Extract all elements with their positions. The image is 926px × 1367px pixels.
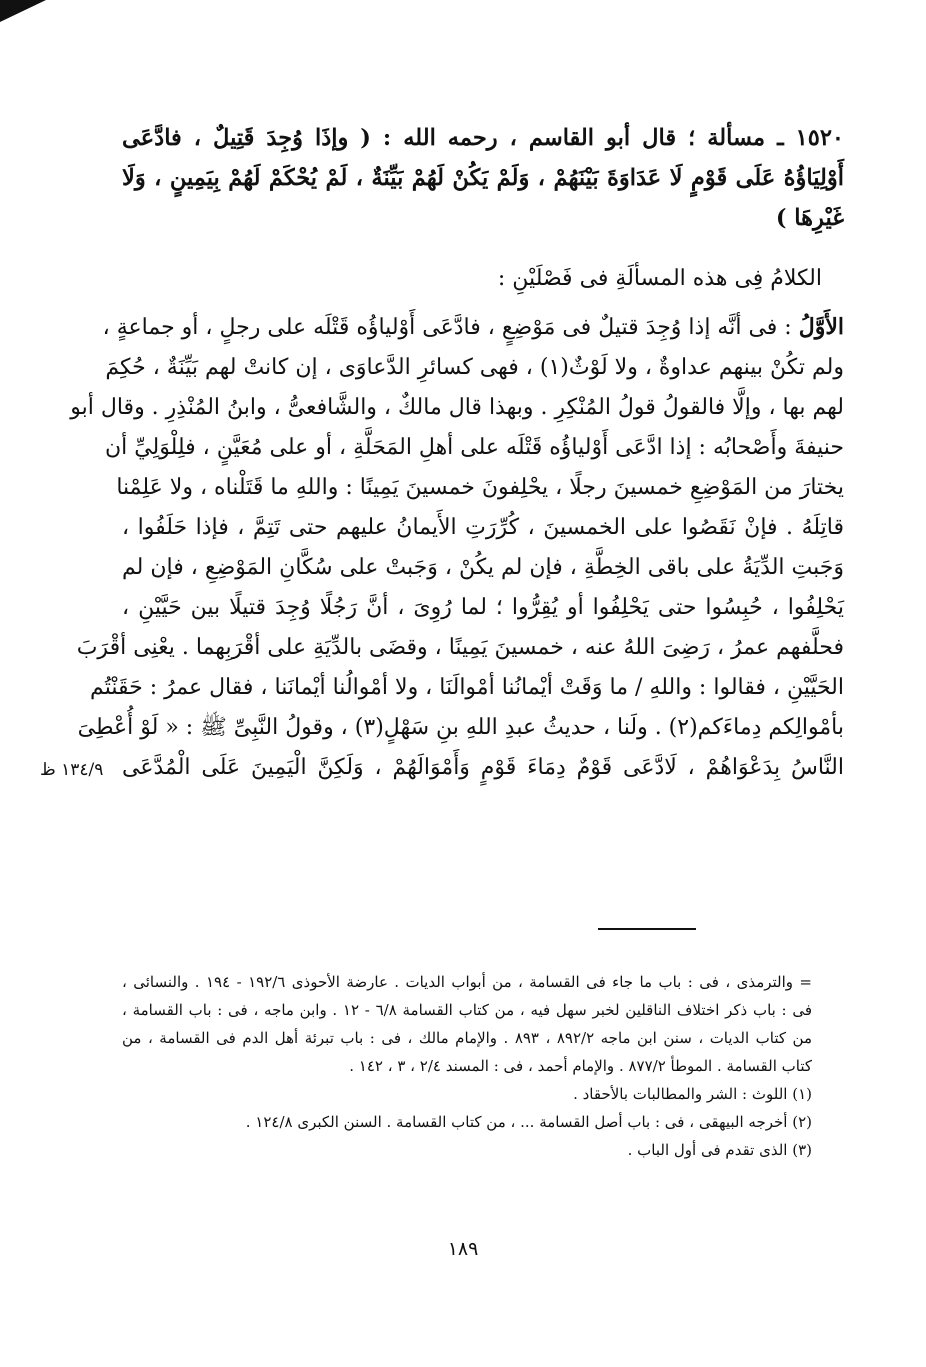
manuscript-folio-note: ١٣٤/٩ ظ: [40, 760, 104, 780]
intro-paragraph: [122, 259, 844, 299]
heading-line: ١٥٢٠ ـ مسألة ؛ قال أبو القاسم ، رحمه الله : ( وإذَا وُجِدَ قَتِيلٌ ، فادَّعَى: [122, 125, 844, 151]
corner-mark: [0, 0, 46, 22]
footnote-line: = والترمذى ، فى : باب ما جاء فى القسامة ، من أبواب الديات . عارضة الأحوذى ١٩٢/٦ - ١٩٤ . والنسائى ،: [122, 973, 812, 991]
footnote-line: من كتاب الديات ، سنن ابن ماجه ٨٩٢/٢ ، ٨٩٣ . والإمام مالك ، فى : باب تبرئة أهل الدم فى القسامة ، من: [122, 1029, 812, 1047]
footnotes: [122, 968, 812, 1164]
mas-ala-heading: [122, 118, 844, 238]
section-line: [102, 307, 844, 348]
section-line: النَّاسُ بِدَعْوَاهُمْ ، لَادَّعَى قَوْمٌ دِمَاءَ قَوْمٍ وَأَمْوَالَهُمْ ، وَلَكِنَّ الْيَمِينَ عَلَى الْمُدَّعَى: [122, 755, 844, 780]
section-lead: الأَوَّلُ: [798, 314, 844, 340]
page-number: ١٨٩: [447, 1238, 479, 1260]
footnote-line: كتاب القسامة . الموطأ ٨٧٧/٢ . والإمام أحمد ، فى : المسند ٢/٤ ، ٣ ، ١٤٢ .: [349, 1057, 812, 1075]
section-line: يختارَ من المَوْضِعِ خمسينَ رجلًا ، يحْلِفونَ خمسينَ يَمِينًا : واللهِ ما قَتَلْناه ، ولا عَلِمْنا: [116, 475, 844, 500]
section-line: لهم بها ، وإلَّا فالقولُ قولُ المُنْكِرِ . وبهذا قال مالكٌ ، والشَّافعىُّ ، وابنُ المُنْذِرِ . وقال أبو: [70, 395, 844, 420]
section-line: فحلَّفهم عمرُ ، رَضِىَ اللهُ عنه ، خمسينَ يَمِينًا ، وقضَى بالدِّيَةِ على أقْرَبِهما . يعْنِى أقْرَبَ: [76, 635, 844, 660]
footnote-line: فى : باب ذكر اختلاف الناقلين لخبر سهل فيه ، من كتاب القسامة ٦/٨ - ١٢ . وابن ماجه ، فى : باب القسامة ،: [122, 1001, 813, 1019]
section-line-text: : فى أنَّه إذا وُجِدَ قتيلٌ فى مَوْضِعٍ ، فادَّعَى أَوْلياؤُه قَتْلَه على رجلٍ ، أو جماعةٍ ،: [102, 315, 792, 340]
section-line: قاتِلَهُ . فإنْ نَقَصُوا على الخمسينَ ، كُرِّرَتِ الأَيمانُ عليهم حتى تَتِمَّ ، فإذا حَلَفُوا ،: [122, 515, 844, 540]
section-line: بأمْوالِكم دِماءَكم(٢) . ولَنا ، حديثُ عبدِ اللهِ بنِ سَهْلٍ(٣) ، وقولُ النَّبِىِّ ﷺ : « لَوْ أُعْطِىَ: [77, 715, 844, 740]
section-line: وَجَبتِ الدِّيَةُ على باقى الخِطَّةِ ، فإن لم يكُنْ ، وَجَبتْ على سُكَّانِ المَوْضِعِ ، فإن لم: [122, 555, 844, 580]
section-line: يَحْلِفُوا ، حُبِسُوا حتى يَحْلِفُوا أو يُقِرُّوا ؛ لما رُوِىَ ، أنَّ رَجُلًا وُجِدَ قتيلًا بين حَيَّيْنِ ،: [122, 595, 844, 620]
section-line: الحَيَّيْنِ ، فقالوا : واللهِ / ما وَقَتْ أيْمانُنا أمْوالَنَا ، ولا أمْوالُنا أيْمانَنا ، فقال عمرُ : حَقَنْتُم: [90, 675, 844, 700]
section-line: ولم تكُنْ بينهم عداوةٌ ، ولا لَوْثٌ(١) ، فهى كسائرِ الدَّعاوَى ، إن كانتْ لهم بَيِّنَةٌ ، حُكِمَ: [105, 355, 844, 380]
heading-line: أَوْلِيَاؤُهُ عَلَى قَوْمٍ لَا عَدَاوَةَ بَيْنَهُمْ ، وَلَمْ يَكُنْ لَهُمْ بَيِّنَةٌ ، لَمْ يُحْكَمْ لَهُمْ بِيَمِينٍ ، وَلَا: [122, 165, 844, 191]
footnote-separator: [598, 928, 696, 930]
intro-line: الكلامُ فِى هذه المسألَةِ فى فَصْلَيْنِ :: [497, 266, 822, 291]
footnote-1: (١) اللوث : الشر والمطالبات بالأحقاد .: [573, 1085, 812, 1103]
heading-line: غَيْرِهَا ): [775, 205, 844, 231]
section-line: حنيفةَ وأَصْحابُه : إذا ادَّعَى أَوْلياؤُه قَتْلَه على أهلِ المَحَلَّةِ ، أو على مُعَيَّنٍ ، فلِلْوَلِيِّ أن: [104, 435, 844, 460]
footnote-2: (٢) أخرجه البيهقى ، فى : باب أصل القسامة ... ، من كتاب القسامة . السنن الكبرى ١٢٤/٨ .: [245, 1113, 812, 1131]
footnote-3: (٣) الذى تقدم فى أول الباب .: [627, 1141, 812, 1159]
